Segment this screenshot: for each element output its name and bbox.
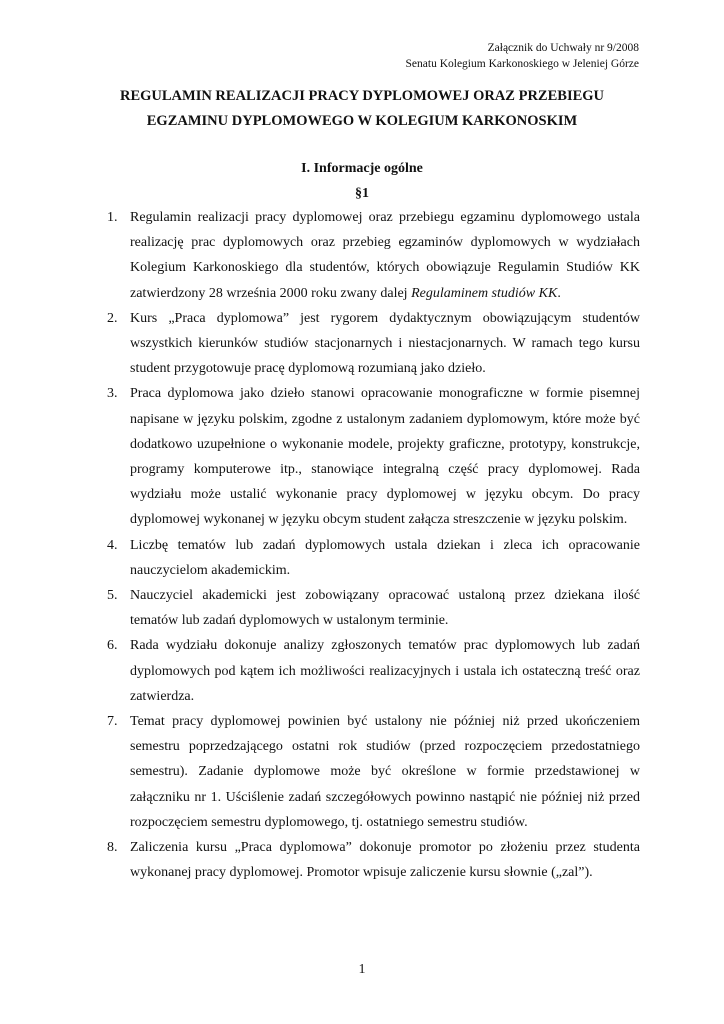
list-item-number: 6. [107,638,118,654]
list-item-number: 8. [107,840,118,856]
list-item-text: Praca dyplomowa jako dzieło stanowi opracowanie monograficzne w formie pisemnej napisane w języku polskim, zgodne z ustalonym zadaniem dyplomowym, które może być dodatkowo uzupełnione o wykonanie modele, projekty graficzne, prototypy, konstrukcje, programy komputerowe itp., stanowiące integralną część pracy dyplomowej. Rada wydziału może ustalić wykonanie pracy dyplomowej w języku obcym. Do pracy dyplomowej wykonanej w języku obcym student załącza streszczenie w języku polskim. [130,386,640,528]
attachment-note [406,40,639,72]
list-item-text: Temat pracy dyplomowej powinien być ustalony nie później niż przed ukończeniem semestru poprzedzającego ostatni rok studiów (przed rozpoczęciem przedostatniego semestru). Zadanie dyplomowe może być określone w formie przedstawionej w załączniku nr 1. Uściślenie zadań szczegółowych powinno nastąpić nie później niż przed rozpoczęciem semestru dyplomowego, tj. ostatniego semestru studiów. [130,714,640,830]
list-item [88,381,640,532]
list-item [88,583,640,633]
list-item-text: Liczbę tematów lub zadań dyplomowych ustala dziekan i zleca ich opracowanie nauczycielom akademickim. [130,537,640,578]
list-item-tail: . [557,285,561,301]
attachment-note-line-2: Senatu Kolegium Karkonoskiego w Jeleniej Górze [405,58,639,70]
list-item-number: 4. [107,537,118,553]
list-item [88,533,640,583]
section-heading: I. Informacje ogólne [301,161,423,176]
list-item-text: Regulamin realizacji pracy dyplomowej oraz przebiegu egzaminu dyplomowego ustala realizację prac dyplomowych oraz przebieg egzaminów dyplomowych w wydziałach Kolegium Karkonoskiego dla studentów, których obowiązuje Regulamin Studiów KK zatwierdzony 28 września 2000 roku zwany dalej [130,210,640,301]
list-item-text: Kurs „Praca dyplomowa” jest rygorem dydaktycznym obowiązującym studentów wszystkich kierunków studiów stacjonarnych i niestacjonarnych. W ramach tego kursu student przygotowuje pracę dyplomową rozumianą jako dzieło. [130,310,640,377]
list-item-number: 7. [107,714,118,730]
paragraph-heading: §1 [355,186,369,201]
list-item-emphasis: Regulaminem studiów KK [411,285,558,301]
list-item [88,633,640,709]
regulation-list [88,205,640,885]
document-title-line-1: REGULAMIN REALIZACJI PRACY DYPLOMOWEJ ORAZ PRZEBIEGU [119,88,605,104]
list-item [88,709,640,835]
list-item [88,835,640,885]
list-item-number: 3. [107,386,118,402]
list-item-text: Rada wydziału dokonuje analizy zgłoszonych tematów prac dyplomowych lub zadań dyplomowych pod kątem ich możliwości realizacyjnych i ustala ich ostateczną treść oraz zatwierdza. [130,638,640,704]
list-item [88,205,640,306]
list-item [88,306,640,382]
list-item-number: 2. [107,310,118,326]
document-title-line-2: EGZAMINU DYPLOMOWEGO W KOLEGIUM KARKONOSKIM [146,113,578,129]
page-number: 1 [358,962,366,977]
document-title [60,84,664,134]
attachment-note-line-1: Załącznik do Uchwały nr 9/2008 [487,42,639,54]
list-item-text: Zaliczenia kursu „Praca dyplomowa” dokonuje promotor po złożeniu przez studenta wykonanej pracy dyplomowej. Promotor wpisuje zaliczenie kursu słownie („zal”). [130,840,640,881]
list-item-number: 1. [107,210,118,225]
list-item-text: Nauczyciel akademicki jest zobowiązany opracować ustaloną przez dziekana ilość tematów lub zadań dyplomowych w ustalonym terminie. [130,588,640,629]
list-item-number: 5. [107,588,118,604]
